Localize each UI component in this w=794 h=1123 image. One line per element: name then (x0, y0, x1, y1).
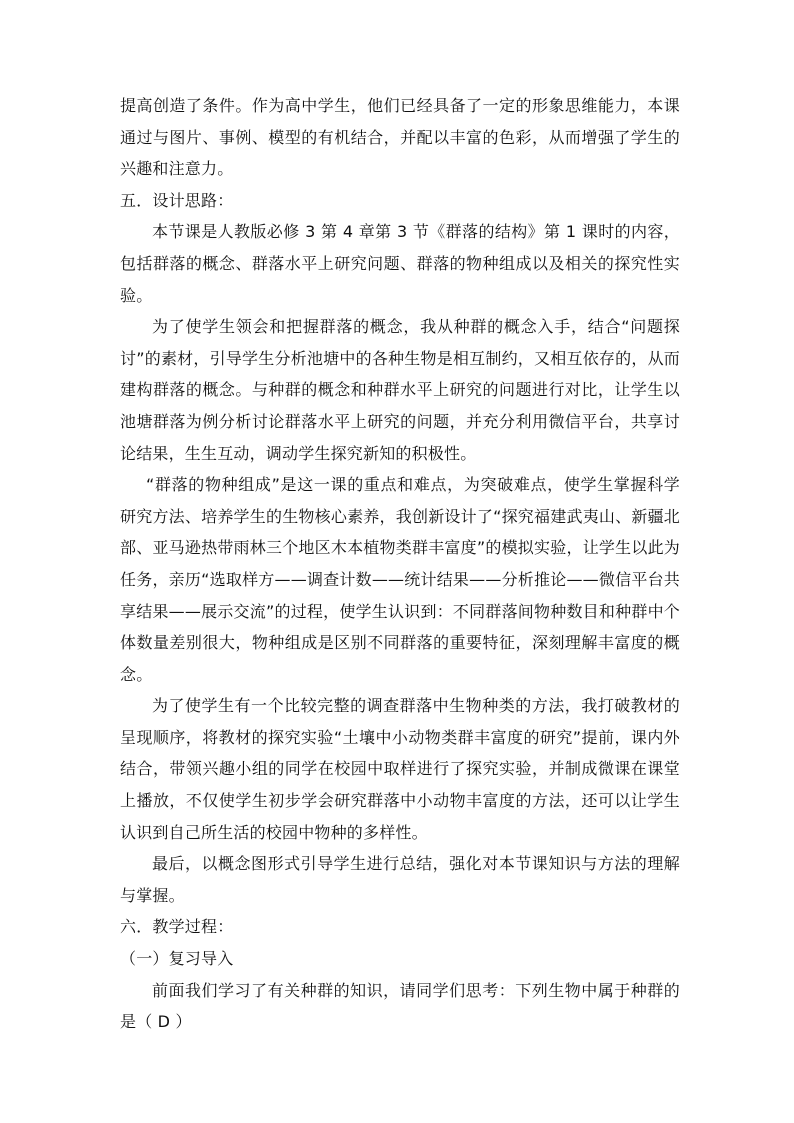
paragraph-lesson-content: 本节课是人教版必修 3 第 4 章第 3 节《群落的结构》第 1 课时的内容，包括群落的概念、群落水平上研究问题、群落的物种组成以及相关的探究性实验。 (120, 222, 680, 305)
paragraph-intro-continuation: 提高创造了条件。作为高中学生，他们已经具备了一定的形象思维能力，本课通过与图片、事例、模型的有机结合，并配以丰富的色彩，从而增强了学生的兴趣和注意力。 (120, 96, 680, 179)
paragraph-species-composition: “群落的物种组成”是这一课的重点和难点，为突破难点，使学生掌握科学研究方法、培养学生的生物核心素养，我创新设计了“探究福建武夷山、新疆北部、亚马逊热带雨林三个地区木本植物类群丰富度”的模拟实验，让学生以此为任务，亲历“选取样方——调查计数——统计结果——分析推论——微信平台共享结果——展示交流”的过程，使学生认识到：不同群落间物种数目和种群中个体数量差别很大，物种组成是区别不同群落的重要特征，深刻理解丰富度的概念。 (120, 475, 680, 684)
paragraph-summary: 最后，以概念图形式引导学生进行总结，强化对本节课知识与方法的理解与掌握。 (120, 854, 680, 905)
document-body (120, 90, 680, 1038)
paragraph-review-question: 前面我们学习了有关种群的知识，请同学们思考：下列生物中属于种群的是（ D ） (120, 980, 680, 1032)
section-heading-teaching-process: 六．教学过程： (120, 917, 234, 937)
paragraph-community-concept: 为了使学生领会和把握群落的概念，我从种群的概念入手，结合“问题探讨”的素材，引导学生分析池塘中的各种生物是相互制约，又相互依存的，从而建构群落的概念。与种群的概念和种群水平上研究的问题进行对比，让学生以池塘群落为例分析讨论群落水平上研究的问题，并充分利用微信平台，共享讨论结果，生生互动，调动学生探究新知的积极性。 (120, 317, 680, 463)
section-heading-design-ideas: 五．设计思路： (120, 190, 234, 210)
subsection-heading-review: （一）复习导入 (120, 949, 234, 969)
paragraph-soil-experiment: 为了使学生有一个比较完整的调查群落中生物种类的方法，我打破教材的呈现顺序，将教材的探究实验“土壤中小动物类群丰富度的研究”提前，课内外结合，带领兴趣小组的同学在校园中取样进行了探究实验，并制成微课在课堂上播放，不仅使学生初步学会研究群落中小动物丰富度的方法，还可以让学生认识到自己所生活的校园中物种的多样性。 (120, 696, 680, 842)
